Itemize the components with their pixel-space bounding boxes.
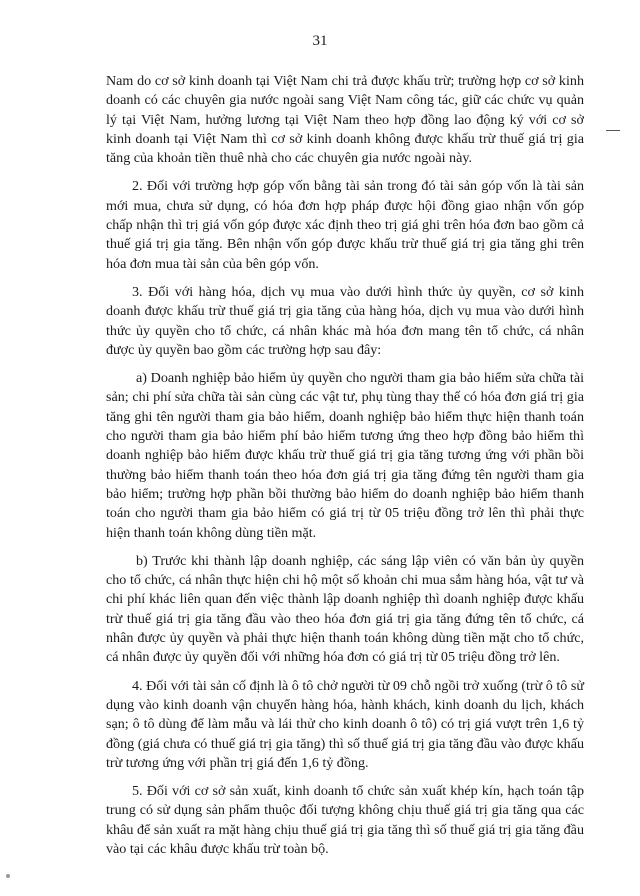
paragraph-item-5: 5. Đối với cơ sở sản xuất, kinh doanh tổ chức sản xuất khép kín, hạch toán tập trung có sử dụng sản phẩm thuộc đối tượng không chịu thuế giá trị gia tăng qua các khâu để sản xuất ra mặt hàng chịu thuế giá trị gia tăng thì số thuế giá trị gia tăng đầu vào tại các khâu được khấu trừ toàn bộ.	[106, 783, 584, 857]
paragraph-item-2: 2. Đối với trường hợp góp vốn bằng tài sản trong đó tài sản góp vốn là tài sản mới mua, chưa sử dụng, có hóa đơn hợp pháp được hội đồng giao nhận vốn góp chấp nhận thì trị giá vốn góp được xác định theo trị giá ghi trên hóa đơn bao gồm cả thuế giá trị gia tăng. Bên nhận vốn góp được khấu trừ thuế giá trị gia tăng ghi trên hóa đơn mua tài sản của bên góp vốn.	[106, 178, 584, 272]
page-number: 31	[312, 33, 328, 49]
paragraph-item-4: 4. Đối với tài sản cố định là ô tô chở người từ 09 chỗ ngồi trở xuống (trừ ô tô sử dụng vào kinh doanh vận chuyển hàng hóa, hành khách, kinh doanh du lịch, khách sạn; ô tô dùng để làm mẫu và lái thử cho kinh doanh ô tô) có trị giá vượt trên 1,6 tỷ đồng (giá chưa có thuế giá trị gia tăng) thì số thuế giá trị gia tăng đầu vào được khấu trừ tương ứng với phần trị giá đến 1,6 tỷ đồng.	[106, 677, 584, 771]
paragraph-item-3: 3. Đối với hàng hóa, dịch vụ mua vào dưới hình thức ủy quyền, cơ sở kinh doanh được khấu trừ thuế giá trị gia tăng của hàng hóa, dịch vụ mua vào dưới hình thức ủy quyền cho tổ chức, cá nhân khác mà hóa đơn mang tên tổ chức, cá nhân được ủy quyền bao gồm các trường hợp sau đây:	[106, 283, 584, 358]
paragraph-item-3a: a) Doanh nghiệp bảo hiểm ủy quyền cho người tham gia bảo hiểm sửa chữa tài sản; chi phí sửa chữa tài sản cùng các vật tư, phụ tùng thay thế có hóa đơn giá trị gia tăng ghi tên người tham gia bảo hiểm, doanh nghiệp bảo hiểm thực hiện thanh toán cho người tham gia bảo hiểm phí bảo hiểm tương ứng theo hợp đồng bảo hiểm thì doanh nghiệp bảo hiểm được khấu trừ thuế giá trị gia tăng tương ứng với phần bồi thường bảo hiểm thanh toán theo hóa đơn giá trị gia tăng đứng tên người tham gia bảo hiểm; trường hợp phần bồi thường bảo hiểm do doanh nghiệp bảo hiểm thanh toán cho người tham gia bảo hiểm có giá trị từ 05 triệu đồng trở lên thì phải thực hiện thanh toán không dùng tiền mặt.	[106, 370, 584, 541]
margin-mark	[606, 130, 620, 131]
paragraph-continuation: Nam do cơ sở kinh doanh tại Việt Nam chi trả được khấu trừ; trường hợp cơ sở kinh doanh có các chuyên gia nước ngoài sang Việt Nam công tác, giữ các chức vụ quản lý tại Việt Nam, hưởng lương tại Việt Nam theo hợp đồng lao động ký với cơ sở kinh doanh tại Việt Nam thì cơ sở kinh doanh không được khấu trừ thuế giá trị gia tăng của khoản tiền thuê nhà cho các chuyên gia nước ngoài này.	[106, 73, 584, 167]
document-body	[106, 72, 584, 868]
paragraph-item-3b: b) Trước khi thành lập doanh nghiệp, các sáng lập viên có văn bản ủy quyền cho tổ chức, cá nhân thực hiện chi hộ một số khoản chi mua sắm hàng hóa, vật tư và chi phí khác liên quan đến việc thành lập doanh nghiệp thì doanh nghiệp được khấu trừ thuế giá trị gia tăng đầu vào theo hóa đơn giá trị gia tăng đứng tên tổ chức, cá nhân được ủy quyền và phải thực hiện thanh toán không dùng tiền mặt cho tổ chức, cá nhân được ủy quyền đối với những hóa đơn có giá trị từ 05 triệu đồng trở lên.	[106, 552, 584, 666]
scan-speck	[6, 874, 10, 878]
